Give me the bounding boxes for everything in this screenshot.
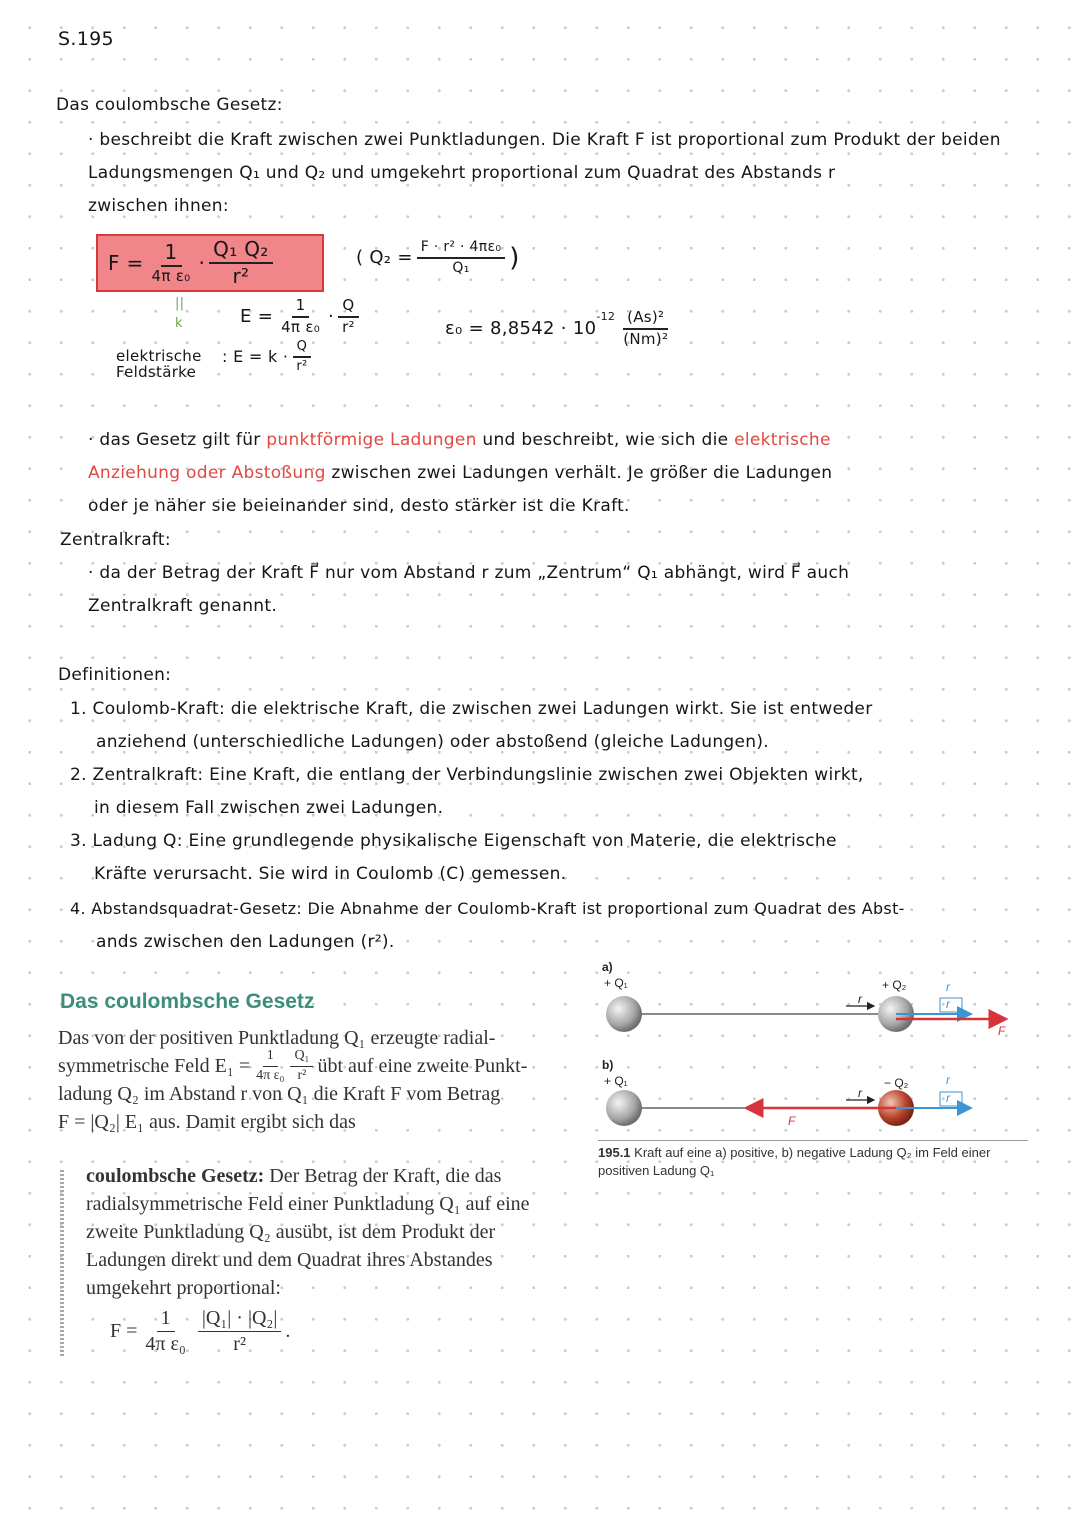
r-box-a — [940, 998, 962, 1012]
figure-q2-label-a: + Q₂ — [882, 978, 907, 992]
sphere-q1-a — [606, 996, 642, 1032]
book-section-title: Das coulombsche Gesetz — [60, 990, 315, 1013]
k-label: k — [175, 316, 183, 331]
law-note-line-2: Anziehung oder Abstoßung zwischen zwei Ladungen verhält. Je größer die Ladungen — [88, 463, 833, 483]
law-note-line-1: · das Gesetz gilt für punktförmige Ladungen und beschreibt, wie sich die elektrische — [88, 430, 831, 450]
force-figure-drawing — [596, 958, 1036, 1138]
figure-q1-label-b: + Q₁ — [604, 1074, 628, 1088]
r-unit-label-b: r — [946, 1091, 950, 1105]
figure-q2-label-b: − Q₂ — [884, 1076, 909, 1090]
intro-line-2: Ladungsmengen Q₁ und Q₂ und umgekehrt proportional zum Quadrat des Abstands r — [88, 163, 836, 183]
f-label-b: F — [788, 1114, 796, 1128]
r-unit-label-a: r — [946, 997, 950, 1011]
intro-line-1: · beschreibt die Kraft zwischen zwei Punktladungen. Die Kraft F ist proportional zum Produkt der beiden — [88, 130, 1001, 150]
definition-2-line-2: in diesem Fall zwischen zwei Ladungen. — [94, 798, 444, 818]
definition-1-line-2: anziehend (unterschiedliche Ladungen) oder abstoßend (gleiche Ladungen). — [96, 732, 769, 752]
central-force-line-1: · da der Betrag der Kraft F⃗ nur vom Abstand r zum „Zentrum“ Q₁ abhängt, wird F⃗ auch — [88, 563, 850, 583]
definition-4-line-1: 4. Abstandsquadrat-Gesetz: Die Abnahme der Coulomb-Kraft ist proportional zum Quadrat des Abst- — [70, 899, 905, 918]
figure-label-b: b) — [602, 1058, 614, 1072]
notes-heading: Das coulombsche Gesetz: — [56, 95, 283, 115]
book-law-box: coulombsche Gesetz: Der Betrag der Kraft, die das radialsymmetrische Feld einer Punktladung Q₁ auf eine zweite Punktladung Q₂ ausübt, ist dem Produkt der Ladungen direkt und dem Quadrat ihres Abstandes umgekehrt proportional: — [86, 1165, 530, 1299]
sphere-q1-b — [606, 1090, 642, 1126]
f-label-a: F — [998, 1024, 1006, 1038]
q2-rearranged-formula: ( Q₂ = $\frac{\text{F · r² · 4πε₀}}{\text{Q₁}}$ ) — [356, 239, 520, 276]
law-note-line-3: oder je näher sie beieinander sind, desto stärker ist die Kraft. — [88, 496, 630, 516]
definition-2-line-1: 2. Zentralkraft: Eine Kraft, die entlang der Verbindungslinie zwischen zwei Objekten wirkt, — [70, 765, 864, 785]
formula-fraction-1: $\frac{1}{\text{4π ε₀}}$ — [151, 239, 191, 285]
page-number: S.195 — [58, 28, 114, 50]
definition-1-line-1: 1. Coulomb-Kraft: die elektrische Kraft, die zwischen zwei Ladungen wirkt. Sie ist entweder — [70, 699, 873, 719]
coulomb-formula-box: F = $\frac{1}{\text{4π ε₀}}$ · $\frac{\text{Q₁ Q₂}}{\text{r²}}$ — [96, 234, 324, 292]
epsilon-constant: ε₀ = 8,8542 · 10 $^{-12}$ $\frac{\text{(As)²}}{\text{(Nm)²}}$ — [445, 308, 669, 348]
central-force-heading: Zentralkraft: — [60, 530, 171, 550]
formula-fraction-2: $\frac{\text{Q₁ Q₂}}{\text{r²}}$ — [209, 239, 272, 287]
r-label-b: r — [858, 1086, 862, 1100]
intro-line-3: zwischen ihnen: — [88, 196, 229, 216]
equals-mark: || — [175, 296, 185, 311]
law-margin-bar — [60, 1170, 64, 1356]
e-field-formula: E = $\frac{1}{\text{4π ε₀}}$ · $\frac{Q}{\text{r²}}$ — [240, 298, 363, 336]
r-unit-label-top-a: r — [946, 980, 950, 994]
definition-4-line-2: ands zwischen den Ladungen (r²). — [96, 932, 395, 952]
r-label-a: r — [858, 992, 862, 1006]
field-strength-label: elektrische Feldstärke — [116, 347, 202, 381]
figure-caption: 195.1 Kraft auf eine a) positive, b) negative Ladung Q₂ im Feld einer positiven Ladung Q₁ — [598, 1140, 1028, 1180]
book-paragraph: Das von der positiven Punktladung Q₁ erzeugte radial- symmetrische Feld E₁ = $\frac{1}{\text{4π ε₀}}$ $\frac{\text{Q₁}}{\text{r²}}$ übt auf eine zweite Punkt- ladung Q₂ im Abstand r von Q₁ die Kraft F vom Betrag F = |Q₂| E₁ aus. Damit ergibt sich das — [58, 1027, 528, 1133]
force-figure — [596, 958, 1036, 1138]
book-coulomb-formula: F = $\frac{1}{\text{4π ε₀}}$ $\frac{\text{|Q₁| · |Q₂|}}{\text{r²}}$ . — [110, 1307, 291, 1355]
figure-label-a: a) — [602, 960, 613, 974]
definition-3-line-2: Kräfte verursacht. Sie wird in Coulomb (C) gemessen. — [94, 864, 567, 884]
formula-lhs: F = — [108, 251, 144, 275]
definition-3-line-1: 3. Ladung Q: Eine grundlegende physikalische Eigenschaft von Materie, die elektrische — [70, 831, 837, 851]
figure-q1-label-a: + Q₁ — [604, 976, 628, 990]
definitions-heading: Definitionen: — [58, 665, 172, 685]
central-force-line-2: Zentralkraft genannt. — [88, 596, 278, 616]
field-strength-formula: : E = k · $\frac{Q}{\text{r²}}$ — [222, 340, 315, 373]
r-unit-label-top-b: r — [946, 1073, 950, 1087]
r-box-b — [940, 1092, 962, 1106]
